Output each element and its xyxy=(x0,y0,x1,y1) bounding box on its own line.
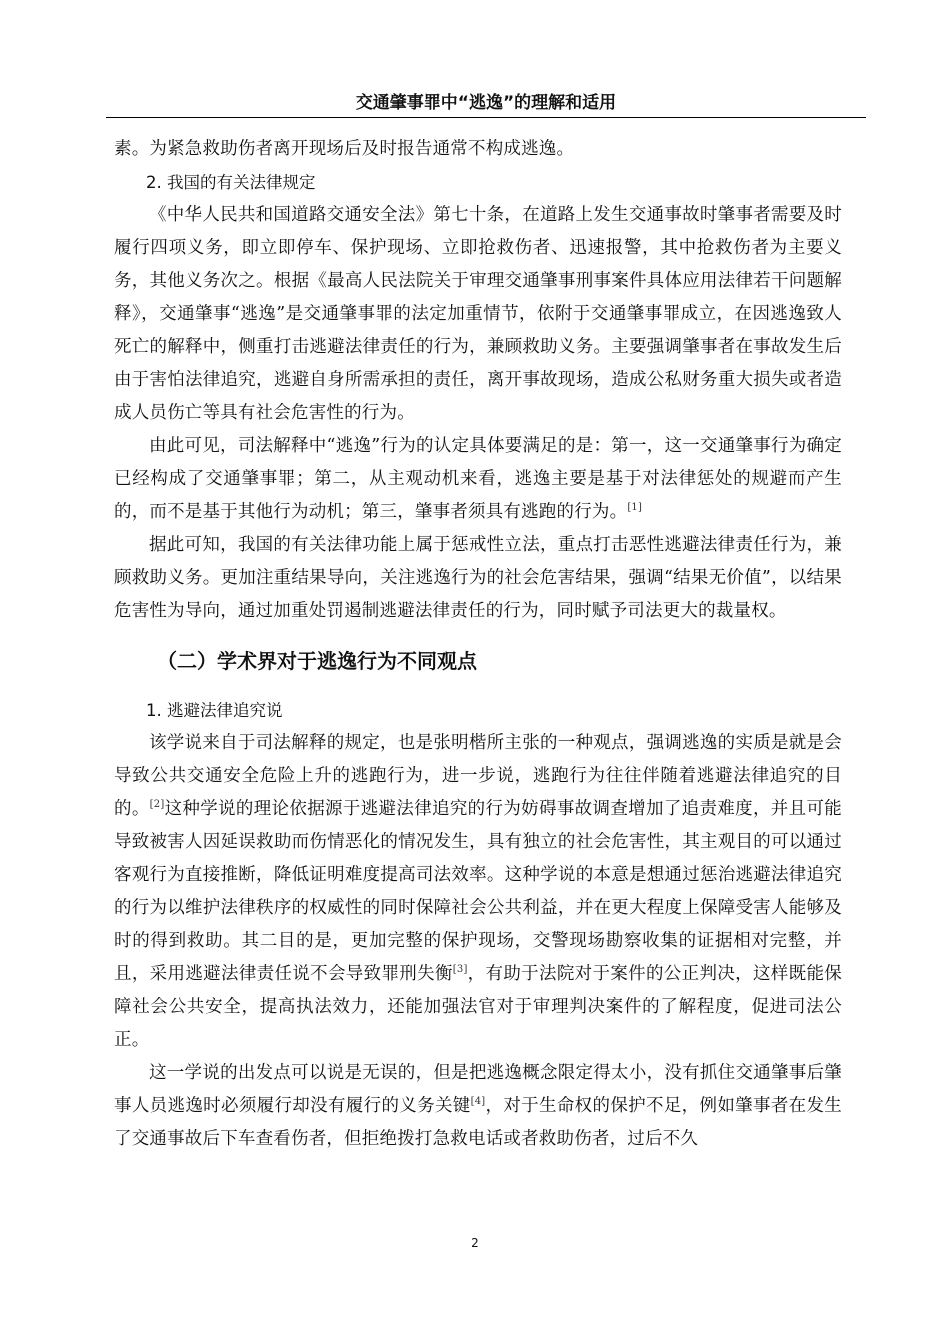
paragraph-conditions-text: 由此可见，司法解释中“逃逸”行为的认定具体要满足的是：第一，这一交通肇事行为确定已经构成了交通肇事罪；第二，从主观动机来看，逃逸主要是基于对法律惩处的规避而产生的，而不是基于其他行为动机；第三，肇事者须具有逃跑的行为。 xyxy=(114,436,842,522)
subheading-evasion-theory: 1. 逃避法律追究说 xyxy=(146,701,283,720)
subheading-law-provisions: 2. 我国的有关法律规定 xyxy=(146,173,316,192)
body-text xyxy=(114,133,842,1156)
paragraph-traffic-law: 《中华人民共和国道路交通安全法》第七十条，在道路上发生交通事故时肇事者需要及时履行四项义务，即立即停车、保护现场、立即抢救伤者、迅速报警，其中抢救伤者为主要义务，其他义务次之。根据《最高人民法院关于审理交通肇事刑事案件具体应用法律若干问题解释》，交通肇事“逃逸”是交通肇事罪的法定加重情节，依附于交通肇事罪成立，在因逃逸致人死亡的解释中，侧重打击逃避法律责任的行为，兼顾救助义务。主要强调肇事者在事故发生后由于害怕法律追究，逃避自身所需承担的责任，离开事故现场，造成公私财务重大损失或者造成人员伤亡等具有社会危害性的行为。 xyxy=(114,205,842,423)
paragraph-summary: 据此可知，我国的有关法律功能上属于惩戒性立法，重点打击恶性逃避法律责任行为，兼顾救助义务。更加注重结果导向，关注逃逸行为的社会危害结果，强调“结果无价值”，以结果危害性为导向，通过加重处罚遏制逃避法律责任的行为，同时赋予司法更大的裁量权。 xyxy=(114,535,842,621)
citation-1: [1] xyxy=(627,502,643,514)
paragraph-conditions xyxy=(114,430,842,529)
paragraph-evasion-theory-part-c: ，有助于法院对于案件的公正判决，这样既能保障社会公共安全，提高执法效力，还能加强法官对于审理判决案件的了解程度，促进司法公正。 xyxy=(114,964,842,1050)
running-header-title: 交通肇事罪中“逃逸”的理解和适用 xyxy=(355,93,617,113)
citation-2: [2] xyxy=(149,799,165,811)
section-heading-academic-views: （二）学术界对于逃逸行为不同观点 xyxy=(157,649,477,673)
paragraph-continued: 素。为紧急救助伤者离开现场后及时报告通常不构成逃逸。 xyxy=(114,139,575,159)
paragraph-evasion-theory-part-b: 这种学说的理论依据源于逃避法律追究的行为妨碍事故调查增加了追责难度，并且可能导致被害人因延误救助而伤情恶化的情况发生，具有独立的社会危害性，其主观目的可以通过客观行为直接推断，降低证明难度提高司法效率。这种学说的本意是想通过惩治逃避法律追究的行为以维护法律秩序的权威性的同时保障社会公共利益，并在更大程度上保障受害人能够及时的得到救助。其二目的是，更加完整的保护现场，交警现场勘察收集的证据相对完整，并且，采用逃避法律责任说不会导致罪刑失衡 xyxy=(114,799,842,984)
paragraph-critique-part-b: ，对于生命权的保护不足，例如肇事者在发生了交通事故后下车查看伤者，但拒绝拨打急救电话或者救助伤者，过后不久 xyxy=(114,1096,843,1149)
paragraph-evasion-theory xyxy=(114,727,842,1057)
paragraph-evasion-theory-part-a: 该学说来自于司法解释的规定，也是张明楷所主张的一种观点，强调逃逸的实质是就是会导致公共交通安全危险上升的逃跑行为，进一步说，逃跑行为往往伴随着逃避法律追究的目的。 xyxy=(114,733,842,819)
citation-3: [3] xyxy=(452,964,468,976)
page-number: 2 xyxy=(471,1236,479,1250)
paragraph-critique xyxy=(114,1057,842,1156)
citation-4: [4] xyxy=(470,1096,486,1108)
paragraph-critique-part-a: 这一学说的出发点可以说是无误的，但是把逃逸概念限定得太小，没有抓住交通肇事后肇事人员逃逸时必须履行却没有履行的义务关键 xyxy=(114,1063,842,1116)
header-rule xyxy=(106,117,866,118)
